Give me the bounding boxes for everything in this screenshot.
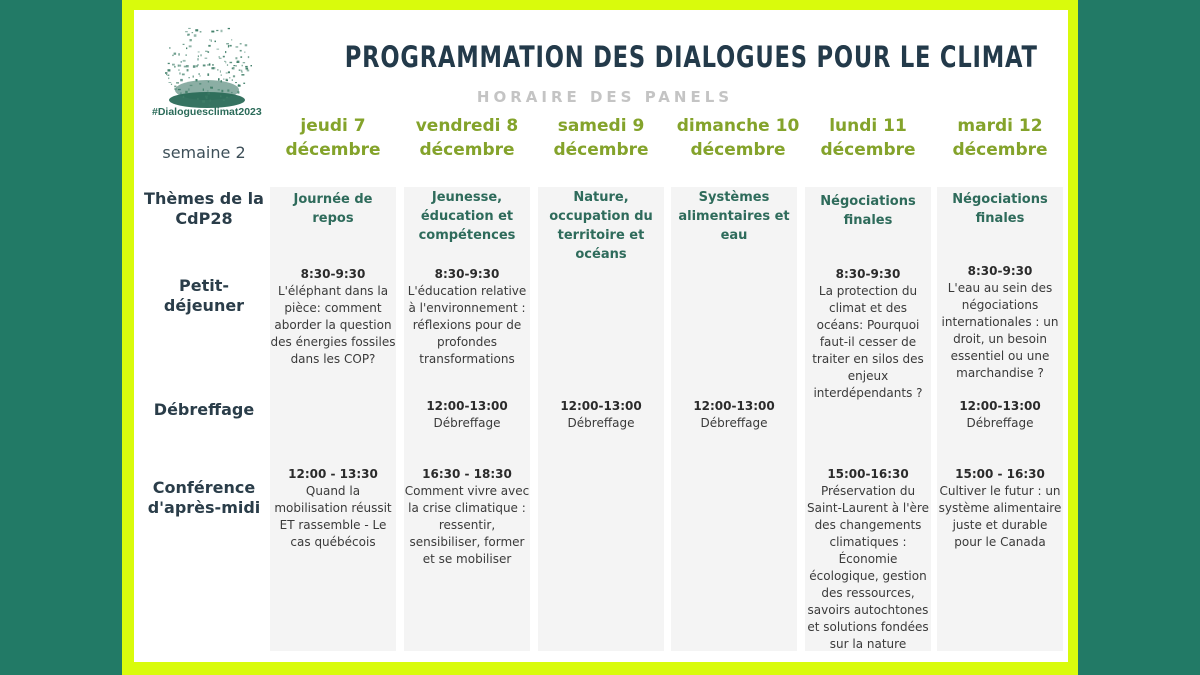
session-title: Débreffage [966,416,1034,430]
session-title: Débreffage [433,416,501,430]
breakfast-session [404,266,530,368]
session-time: 8:30-9:30 [967,264,1033,278]
session-time: 16:30 - 18:30 [422,467,512,481]
session-title: L'éducation relative à l'environnement : réflexions pour de profondes transformations [407,284,527,366]
theme-cell: Négociations finales [820,194,916,228]
session-title: Débreffage [700,416,768,430]
session-title: Quand la mobilisation réussit ET rassemble - Le cas québécois [274,484,392,549]
afternoon-session [270,466,396,551]
session-time: 12:00-13:00 [959,399,1041,413]
session-title: L'eau au sein des négociations internationales : un droit, un besoin essentiel ou une marchandise ? [941,281,1059,380]
afternoon-session [805,466,931,653]
session-time: 12:00-13:00 [560,399,642,413]
session-time: 8:30-9:30 [300,267,366,281]
day-heading: jeudi 7 décembre [285,116,381,160]
day-heading: dimanche 10 décembre [676,116,800,160]
row-label-themes: Thèmes de la CdP28 [144,189,264,228]
breakfast-session [937,263,1063,382]
day-heading: samedi 9 décembre [553,116,649,160]
session-time: 8:30-9:30 [434,267,500,281]
week-label: semaine 2 [162,143,246,162]
session-title: Débreffage [567,416,635,430]
session-title: Cultiver le futur : un système alimentaire juste et durable pour le Canada [938,484,1062,549]
page-subtitle: HORAIRE DES PANELS [476,88,734,106]
row-label-afternoon: Conférence d'après-midi [147,478,261,517]
day-heading: lundi 11 décembre [820,116,916,160]
session-title: Comment vivre avec la crise climatique : ressentir, sensibiliser, former et se mobiliser [404,484,530,566]
session-time: 12:00-13:00 [426,399,508,413]
row-label-breakfast: Petit-déjeuner [163,276,245,315]
hashtag-label: #Dialoguesclimat2023 [152,106,262,118]
session-time: 12:00 - 13:30 [288,467,378,481]
session-time: 8:30-9:30 [835,267,901,281]
debrief-session [937,398,1063,432]
session-title: Préservation du Saint-Laurent à l'ère des changements climatiques : Économie écologique, gestion des ressources, savoirs autochtones et solutions fondées sur la nature [806,484,929,651]
afternoon-session [404,466,530,568]
column-bg-day-1 [270,187,396,651]
debrief-session [538,398,664,432]
session-time: 15:00 - 16:30 [955,467,1045,481]
theme-cell: Jeunesse, éducation et compétences [418,190,516,243]
day-heading: vendredi 8 décembre [415,116,519,160]
theme-cell: Négociations finales [952,192,1048,226]
breakfast-session [805,266,931,402]
afternoon-session [937,466,1063,551]
debrief-session [671,398,797,432]
row-label-debrief: Débreffage [153,400,255,419]
session-time: 15:00-16:30 [827,467,909,481]
session-title: La protection du climat et des océans: Pourquoi faut-il cesser de traiter en silos des enjeux interdépendants ? [812,284,924,400]
page-title: PROGRAMMATION DES DIALOGUES POUR LE CLIMAT [344,40,1038,74]
session-title: L'éléphant dans la pièce: comment aborder la question des énergies fossiles dans les COP? [270,284,396,366]
session-time: 12:00-13:00 [693,399,775,413]
breakfast-session [270,266,396,368]
debrief-session [404,398,530,432]
theme-cell: Nature, occupation du territoire et océans [549,190,653,262]
theme-cell: Systèmes alimentaires et eau [678,190,790,243]
day-heading: mardi 12 décembre [952,116,1048,160]
theme-cell: Journée de repos [293,192,373,226]
